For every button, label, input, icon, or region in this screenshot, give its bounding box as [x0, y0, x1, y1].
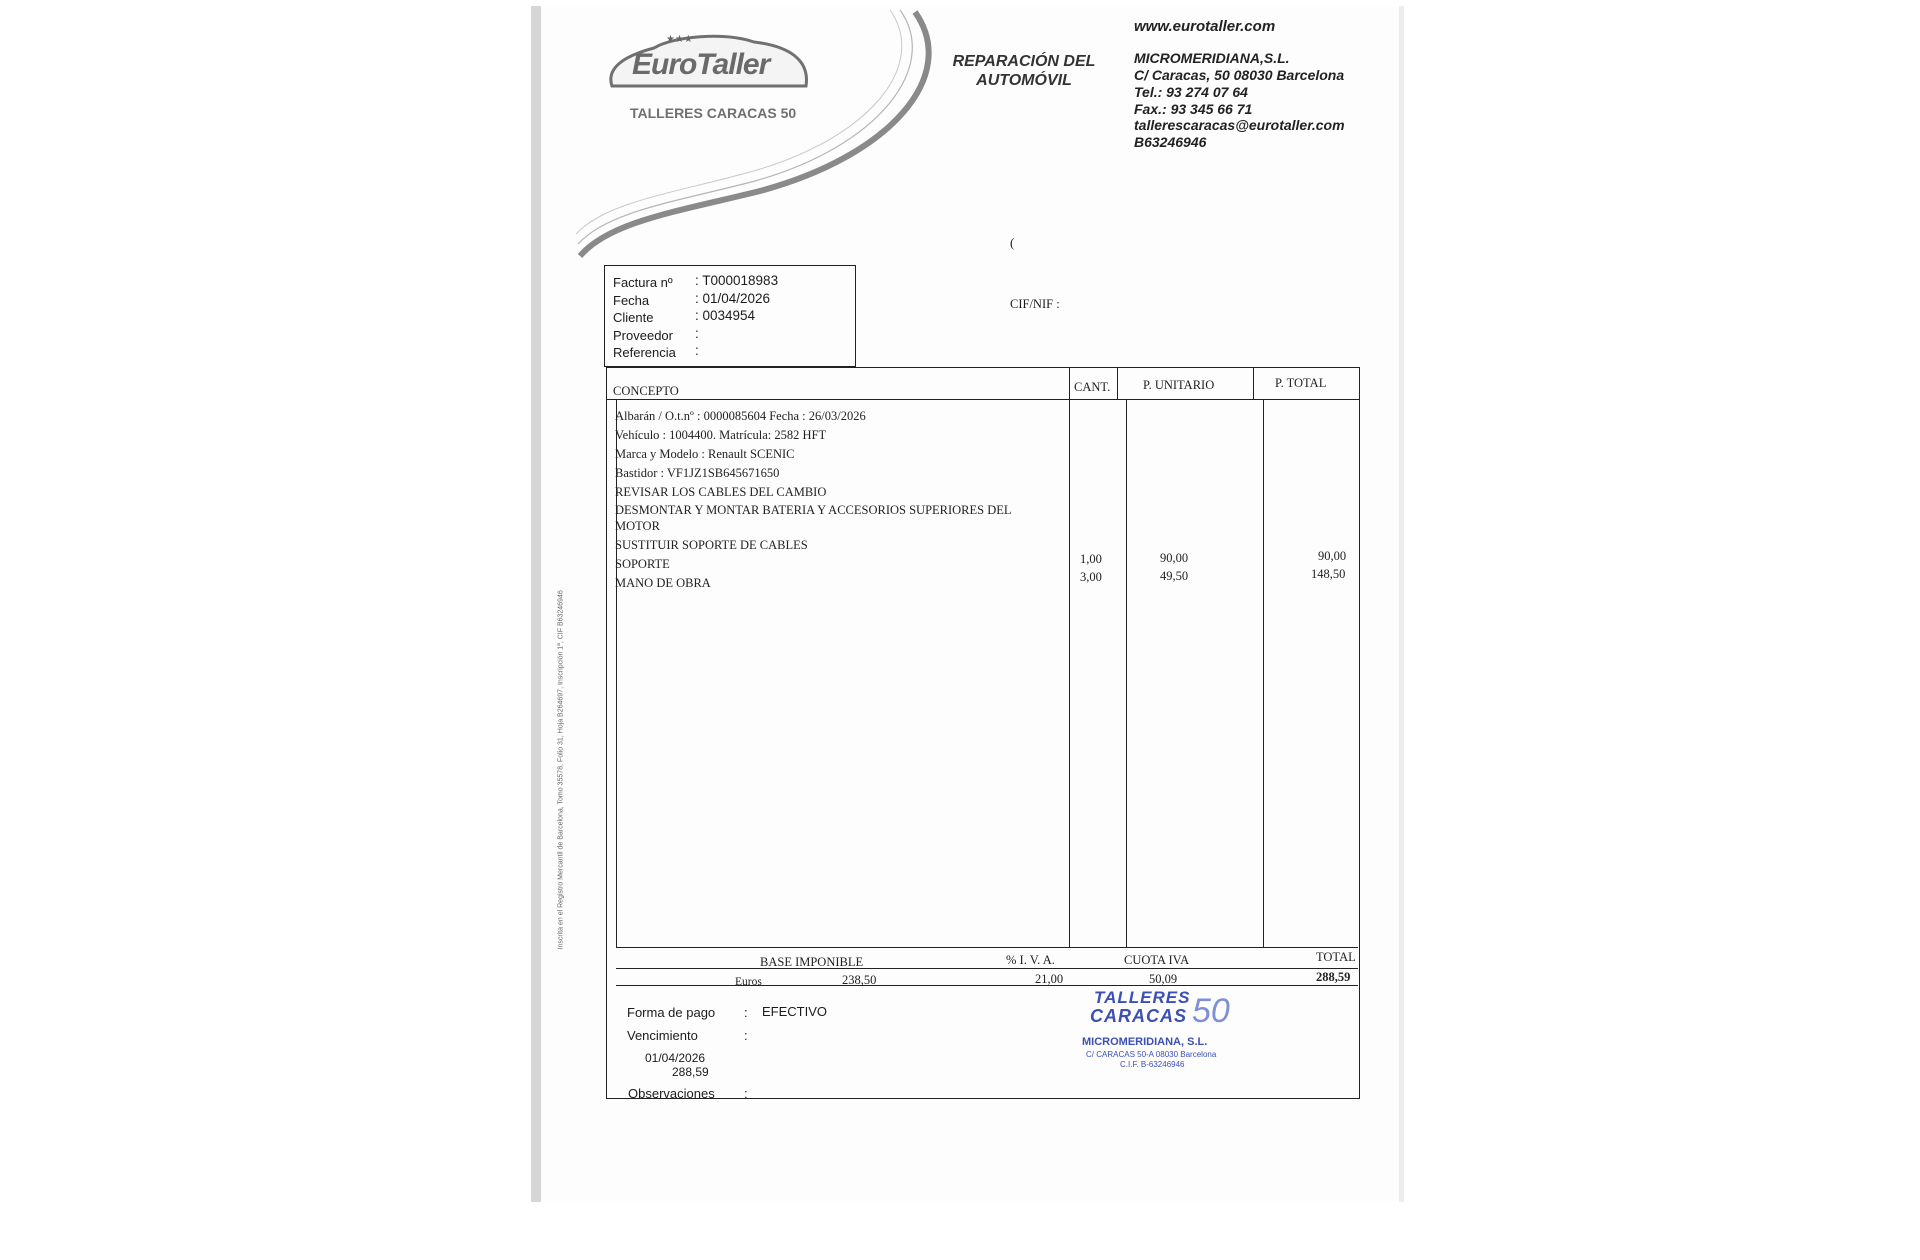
- totals-top-divider: [616, 947, 1358, 948]
- total-value: 288,59: [1316, 970, 1351, 984]
- company-tel: Tel.: 93 274 07 64: [1134, 84, 1248, 100]
- row2-unit: 49,50: [1160, 569, 1189, 583]
- stamp-company: MICROMERIDIANA, S.L.: [1082, 1036, 1208, 1048]
- total-label: TOTAL: [1316, 950, 1356, 964]
- header-p-unitario: P. UNITARIO: [1143, 378, 1215, 392]
- vencimiento-colon: :: [744, 1028, 748, 1043]
- concept-line-desmontar: DESMONTAR Y MONTAR BATERIA Y ACCESORIOS SUPERIORES DEL MOTOR: [615, 503, 1012, 533]
- iva-percent-value: 21,00: [1035, 972, 1064, 986]
- table-inner-left-border: [616, 399, 617, 947]
- stamp-line1: TALLERES: [1094, 988, 1191, 1007]
- factura-number: : T000018983: [695, 273, 779, 288]
- company-address: C/ Caracas, 50 08030 Barcelona: [1134, 67, 1345, 83]
- company-name: MICROMERIDIANA,S.L.: [1134, 50, 1290, 66]
- referencia-value: :: [695, 343, 699, 358]
- factura-label: Factura nº: [613, 275, 673, 290]
- column-divider-total-top: [1253, 367, 1254, 399]
- referencia-label: Referencia: [613, 345, 676, 360]
- concept-albaran: Albarán / O.t.nº : 0000085604 Fecha : 26/03/2026: [615, 409, 866, 423]
- registry-side-text: Inscrita en el Registro Mercantil de Barcelona, Tomo 35578, Folio 31, Hoja B264697, Inscripción 1ª, CIF B63246946: [557, 590, 565, 950]
- euros-label: Euros: [735, 976, 762, 988]
- logo-text: EuroTaller: [632, 48, 770, 81]
- base-imponible-label: BASE IMPONIBLE: [760, 955, 864, 969]
- row1-unit: 90,00: [1160, 551, 1189, 565]
- column-divider-unit: [1126, 399, 1127, 947]
- cuota-iva-label: CUOTA IVA: [1124, 953, 1190, 967]
- company-email[interactable]: tallerescaracas@eurotaller.com: [1134, 117, 1345, 133]
- column-divider-unit-top: [1117, 367, 1118, 399]
- row2-cant: 3,00: [1080, 570, 1102, 584]
- concept-line-soporte: SOPORTE: [615, 557, 670, 571]
- proveedor-value: :: [695, 325, 699, 341]
- column-divider-total: [1263, 399, 1264, 947]
- column-divider-cant: [1069, 367, 1070, 947]
- company-fax: Fax.: 93 345 66 71: [1134, 101, 1253, 117]
- stamp-address: C/ CARACAS 50-A 08030 Barcelona: [1086, 1050, 1217, 1059]
- vencimiento-label: Vencimiento: [627, 1028, 698, 1043]
- header-p-total: P. TOTAL: [1275, 376, 1327, 390]
- totals-mid-divider: [616, 968, 1358, 969]
- concept-line-sustituir: SUSTITUIR SOPORTE DE CABLES: [615, 538, 808, 552]
- customer-cif-label: CIF/NIF :: [1010, 297, 1060, 311]
- vencimiento-date: 01/04/2026: [645, 1051, 706, 1065]
- observaciones-colon: :: [744, 1086, 748, 1101]
- invoice-info-values: [695, 272, 778, 360]
- vencimiento-amount: 288,59: [672, 1065, 709, 1079]
- header-cant: CANT.: [1074, 380, 1111, 394]
- invoice-info-labels: [613, 274, 676, 362]
- totals-bottom-divider: [616, 985, 1358, 986]
- customer-name-initial: (: [1010, 235, 1015, 250]
- service-title: REPARACIÓN DEL AUTOMÓVIL: [952, 53, 1096, 89]
- eurotaller-logo: [604, 30, 814, 94]
- concept-marca-modelo: Marca y Modelo : Renault SCENIC: [615, 447, 795, 461]
- iva-percent-label: % I. V. A.: [1006, 953, 1055, 967]
- concept-line-mano-obra: MANO DE OBRA: [615, 576, 711, 590]
- forma-pago-label: Forma de pago: [627, 1005, 716, 1020]
- stamp-cif: C.I.F. B-63246946: [1120, 1060, 1185, 1069]
- base-imponible-value: 238,50: [842, 973, 877, 987]
- forma-pago-value: EFECTIVO: [762, 1004, 828, 1019]
- company-subtitle: TALLERES CARACAS 50: [630, 105, 797, 121]
- company-stamp: [1080, 988, 1260, 1078]
- row2-total: 148,50: [1311, 567, 1346, 581]
- fecha-value: : 01/04/2026: [695, 290, 771, 306]
- stamp-line2: CARACAS: [1090, 1006, 1187, 1026]
- forma-pago-colon: :: [744, 1005, 748, 1020]
- row1-total: 90,00: [1318, 549, 1347, 563]
- cuota-iva-value: 50,09: [1149, 972, 1178, 986]
- concept-vehiculo: Vehículo : 1004400. Matrícula: 2582 HFT: [615, 428, 827, 442]
- company-cif: B63246946: [1134, 134, 1207, 150]
- observaciones-label: Observaciones: [628, 1086, 715, 1101]
- row1-cant: 1,00: [1080, 552, 1102, 566]
- stamp-number: 50: [1192, 992, 1230, 1030]
- svg-text:★★★: ★★★: [666, 34, 693, 45]
- table-header-divider: [606, 399, 1360, 400]
- concept-bastidor: Bastidor : VF1JZ1SB645671650: [615, 466, 780, 480]
- cliente-value: : 0034954: [695, 308, 756, 323]
- concept-line-revisar: REVISAR LOS CABLES DEL CAMBIO: [615, 485, 827, 499]
- company-website[interactable]: www.eurotaller.com: [1134, 18, 1276, 35]
- header-concepto: CONCEPTO: [613, 384, 679, 398]
- fecha-label: Fecha: [613, 292, 650, 308]
- cliente-label: Cliente: [613, 310, 654, 325]
- proveedor-label: Proveedor: [613, 327, 673, 343]
